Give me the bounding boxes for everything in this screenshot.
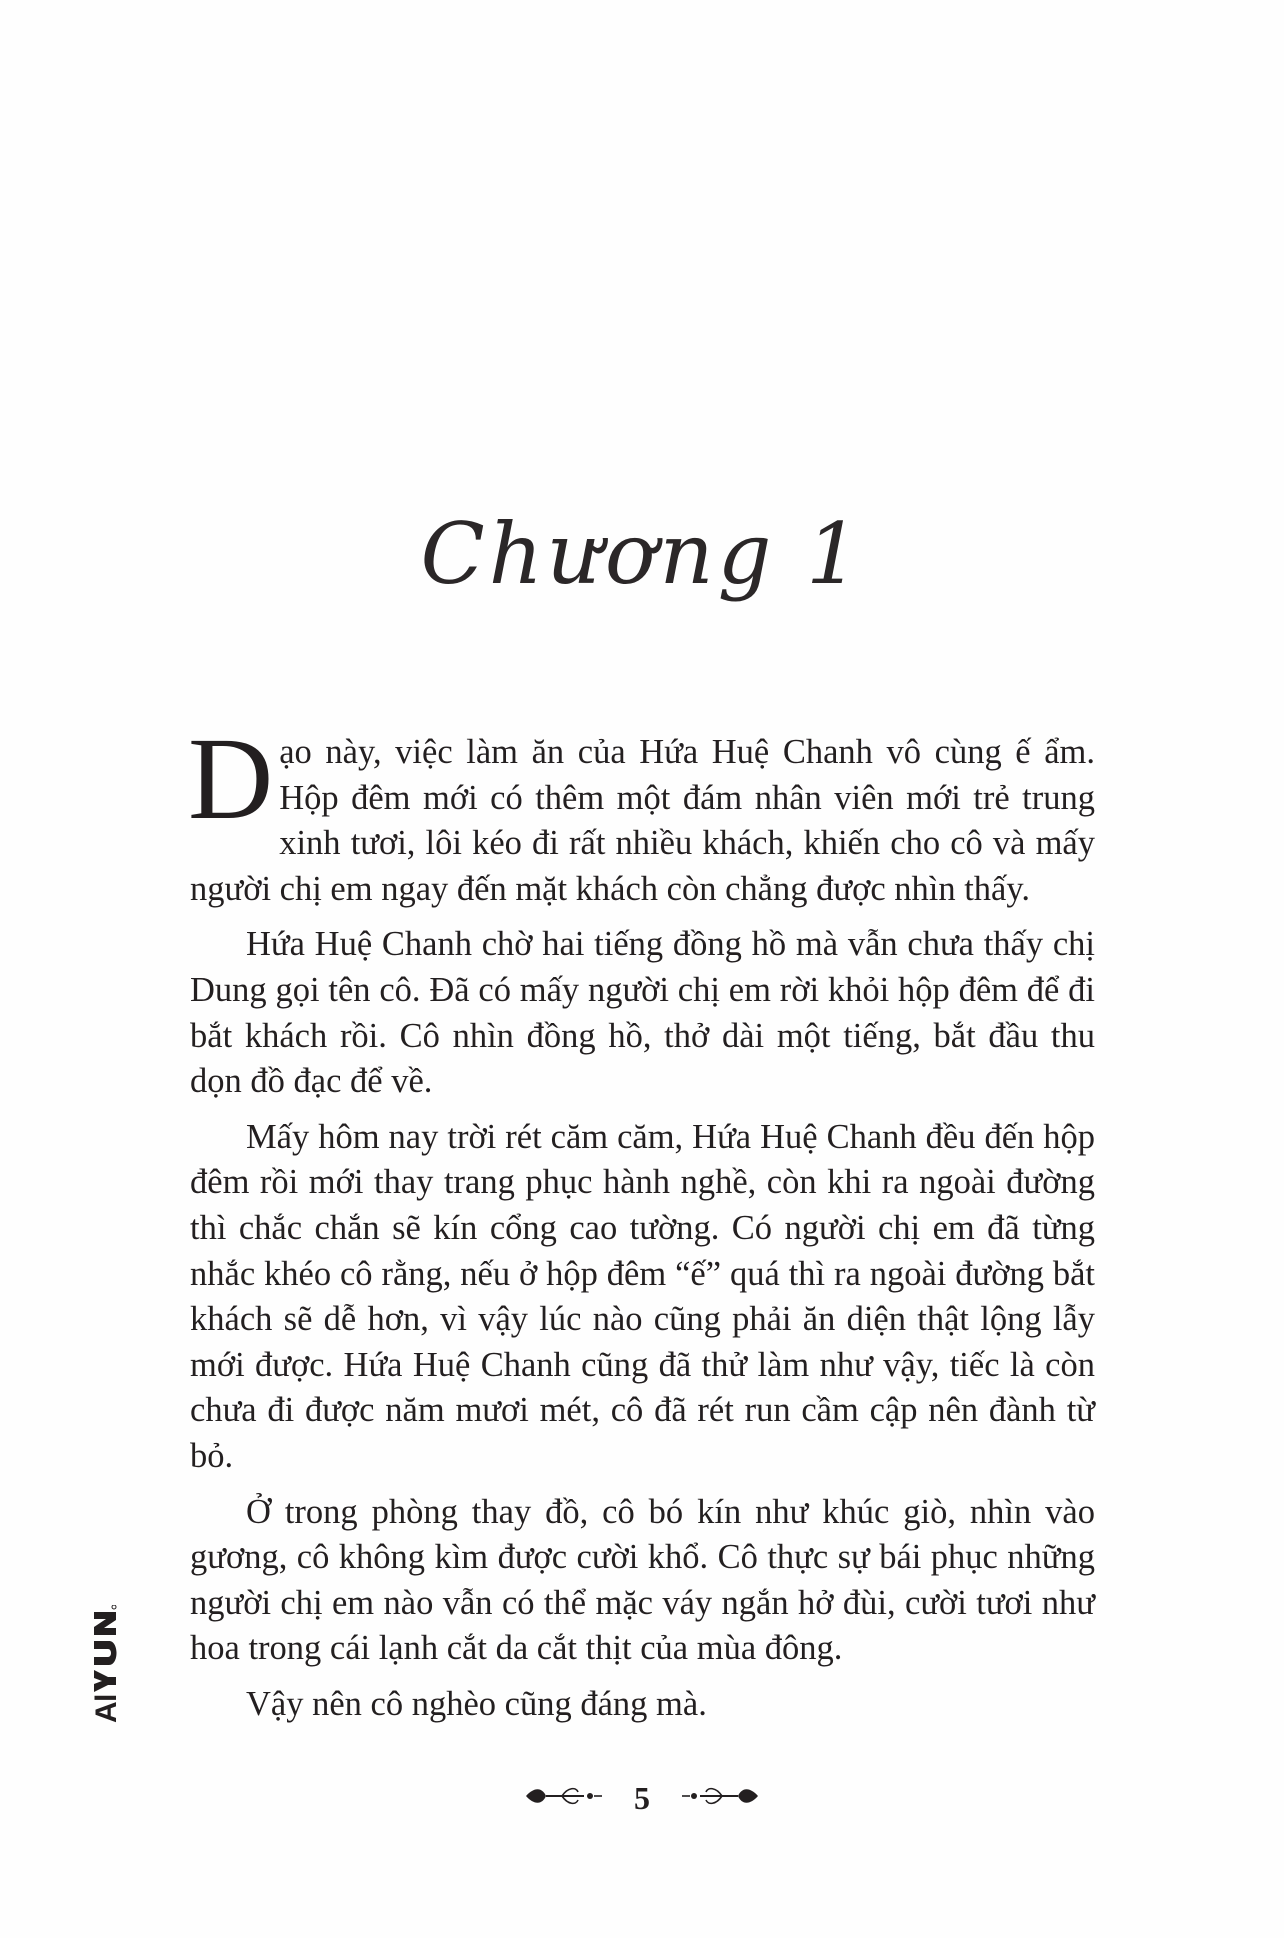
paragraph-2: Hứa Huệ Chanh chờ hai tiếng đồng hồ mà vẫn chưa thấy chị Dung gọi tên cô. Đã có mấy người chị em rời khỏi hộp đêm để đi bắt khách rồi. Cô nhìn đồng hồ, thở dài một tiếng, bắt đầu thu dọn đồ đạc để về. [190,925,1095,1101]
paragraph-5: Vậy nên cô nghèo cũng đáng mà. [246,1684,707,1723]
drop-cap: D [188,713,274,844]
chapter-title: Chương 1 [420,505,864,603]
right-ornament-icon [680,1782,760,1815]
svg-text:A: A [90,1701,122,1723]
paragraph-1-text: ạo này, việc làm ăn của Hứa Huệ Chanh vô cùng ế ẩm. Hộp đêm mới có thêm một đám nhân viên mới trẻ trung xinh tươi, lôi kéo đi rất nhiều khách, khiến cho cô và mấy người chị em ngay đến mặt khách còn chẳng được nhìn thấy. [190,733,1095,908]
svg-text:l: l [90,1693,122,1702]
page-number: 5 [634,1780,650,1816]
paragraph-3: Mấy hôm nay trời rét căm căm, Hứa Huệ Chanh đều đến hộp đêm rồi mới thay trang phục hành nghề, còn khi ra ngoài đường thì chắc chắn sẽ kín cổng cao tường. Có người chị em đã từng nhắc khéo cô rằng, nếu ở hộp đêm “ế” quá thì ra ngoài đường bắt khách sẽ dễ hơn, vì vậy lúc nào cũng phải ăn diện thật lộng lẫy mới được. Hứa Huệ Chanh cũng đã thử làm như vậy, tiếc là còn chưa đi được năm mươi mét, cô đã rét run cầm cập nên đành từ bỏ. [190,1117,1095,1475]
chapter-body [188,713,1095,1737]
paragraph-4: Ở trong phòng thay đồ, cô bó kín như khúc giò, nhìn vào gương, cô không kìm được cười khổ. Cô thực sự bái phục những người chị em nào vẫn có thể mặc váy ngắn hở đùi, cười tươi như hoa trong cái lạnh cắt da cắt thịt của mùa đông. [190,1492,1095,1668]
paragraph-1 [188,713,1095,912]
page-footer [0,1773,1284,1823]
left-ornament-icon [524,1782,604,1815]
publisher-logo-icon [82,1605,122,1725]
